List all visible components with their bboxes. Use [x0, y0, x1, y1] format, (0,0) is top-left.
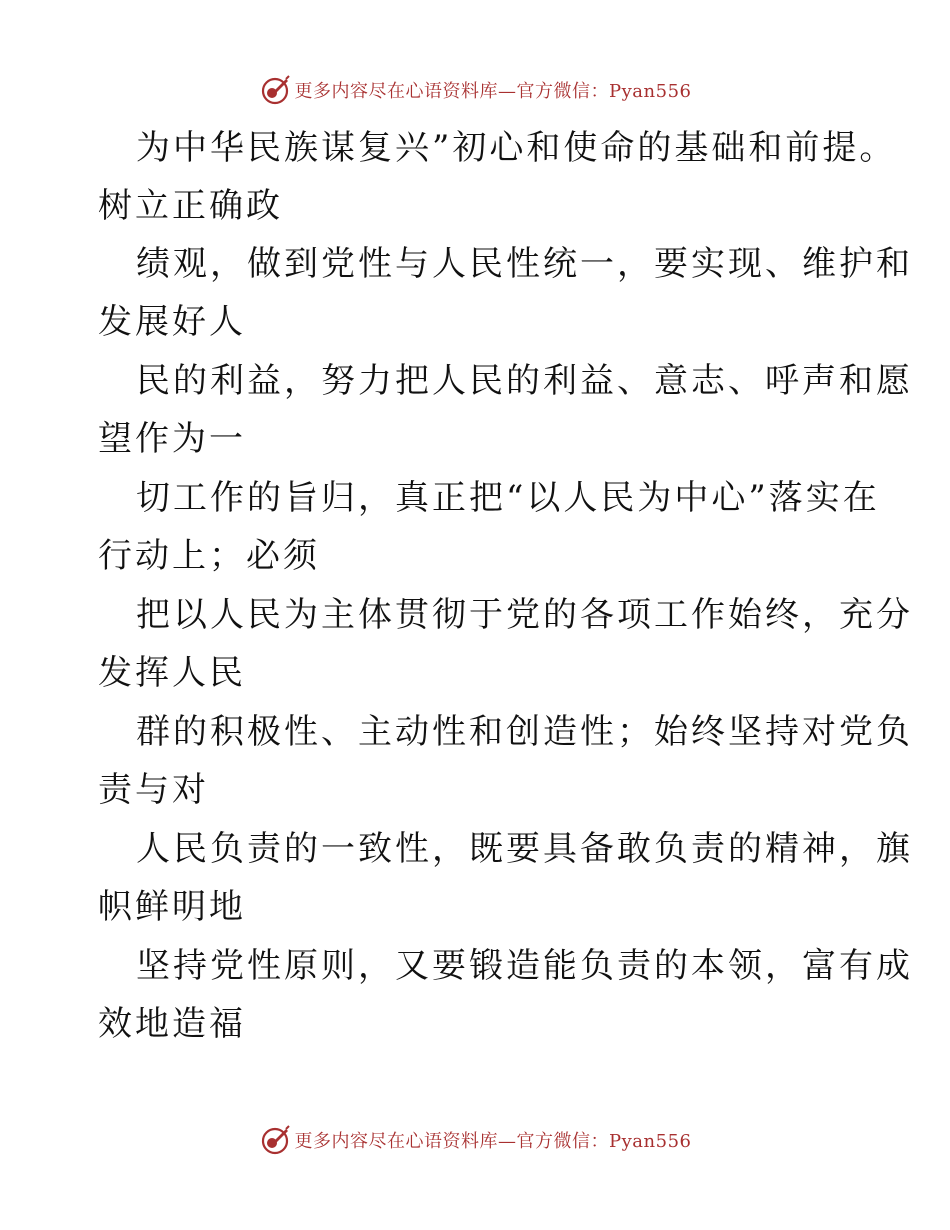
text-line: 帜鲜明地	[98, 887, 246, 927]
text-line: 望作为一	[98, 419, 246, 459]
text-line: 民的利益，努力把人民的利益、意志、呼声和愿	[136, 361, 913, 401]
text-line: 发挥人民	[98, 653, 246, 693]
pen-seal-logo-icon	[259, 74, 291, 106]
text-line: 行动上；必须	[98, 536, 320, 576]
footer-banner-text: 更多内容尽在心语资料库—官方微信：Pyan556	[294, 1131, 692, 1152]
text-line: 人民负责的一致性，既要具备敢负责的精神，旗	[136, 829, 913, 869]
text-line: 绩观，做到党性与人民性统一，要实现、维护和	[136, 244, 913, 284]
text-line: 把以人民为主体贯彻于党的各项工作始终，充分	[136, 595, 913, 635]
text-line: 树立正确政	[98, 186, 283, 226]
header-banner-text: 更多内容尽在心语资料库—官方微信：Pyan556	[294, 81, 692, 102]
header-banner	[0, 72, 950, 108]
text-line: 群的积极性、主动性和创造性；始终坚持对党负	[136, 712, 913, 752]
text-line: 切工作的旨归，真正把“以人民为中心”落实在	[136, 478, 880, 518]
footer-banner	[0, 1122, 950, 1158]
text-line: 责与对	[98, 770, 209, 810]
text-line: 发展好人	[98, 302, 246, 342]
text-line: 效地造福	[98, 1004, 246, 1044]
text-line: 为中华民族谋复兴”初心和使命的基础和前提。	[136, 128, 897, 168]
pen-seal-logo-icon	[259, 1124, 291, 1156]
text-line: 坚持党性原则，又要锻造能负责的本领，富有成	[136, 946, 913, 986]
